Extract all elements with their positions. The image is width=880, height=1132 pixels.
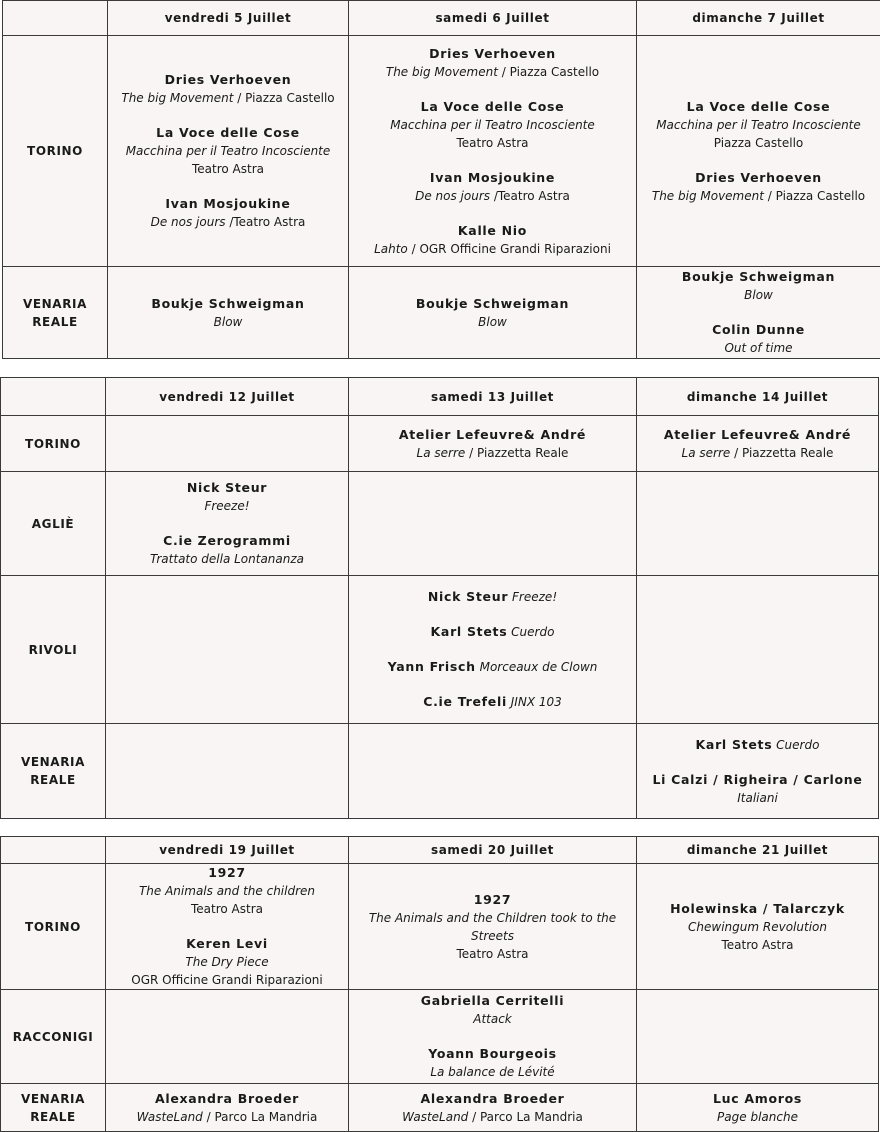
artist-name: Atelier Lefeuvre& André [399,427,586,442]
artist-name: Nick Steur [187,480,267,495]
event-cell [349,416,637,472]
work-title: The big Movement [121,91,233,105]
separator: / [226,215,234,229]
work-title: Italiani [737,791,778,805]
event-entry [349,169,636,205]
separator: / [203,1110,215,1124]
event-entry [349,693,636,711]
event-entry [637,268,880,304]
artist-name: 1927 [208,865,246,880]
event-cell [637,1084,879,1132]
artist-name: La Voce delle Cose [156,125,300,140]
location-label: RIVOLI [1,576,106,724]
event-cell [637,576,879,724]
event-entry [108,295,348,331]
work-title: WasteLand [402,1110,468,1124]
event-entry [349,992,636,1028]
event-line [106,532,348,550]
event-line [349,63,636,81]
work-title: Macchina per il Teatro Incosciente [656,118,861,132]
artist-name: Karl Stets [696,737,773,752]
event-line [637,286,880,304]
event-entry [637,426,878,462]
event-line [106,1090,348,1108]
event-line [637,771,878,789]
venue-name: OGR Officine Grandi Riparazioni [106,971,348,989]
work-title: La serre [417,446,466,460]
artist-name: Atelier Lefeuvre& André [664,427,851,442]
artist-name: Dries Verhoeven [165,72,292,87]
venue-name: Piazza Castello [245,91,335,105]
event-cell [637,990,879,1084]
event-line [108,124,348,142]
corner-cell [1,837,106,864]
event-line [637,1108,878,1126]
event-line [106,953,348,971]
event-line [349,222,636,240]
location-label: TORINO [1,864,106,990]
event-line [349,426,636,444]
work-title: The big Movement [386,65,498,79]
day-header: samedi 13 Juillet [349,378,637,416]
venue-name: Teatro Astra [233,215,305,229]
event-entry [106,479,348,515]
venue-name: Piazza Castello [776,189,866,203]
event-entry [106,532,348,568]
event-cell [106,472,349,576]
venue-name: Teatro Astra [349,134,636,152]
work-title: Out of time [724,341,792,355]
location-label: TORINO [1,416,106,472]
event-line [349,45,636,63]
event-line [637,426,878,444]
event-line [349,187,636,205]
table-row [1,416,879,472]
event-entry [349,623,636,641]
event-line [108,71,348,89]
event-entry [637,1090,878,1126]
day-header: dimanche 21 Juillet [637,837,879,864]
location-label: RACCONIGI [1,990,106,1084]
event-line [637,268,880,286]
event-cell [349,576,637,724]
venue-name: Teatro Astra [349,945,636,963]
artist-name: La Voce delle Cose [687,99,831,114]
event-line [349,313,636,331]
separator: / [465,446,477,460]
event-line [106,935,348,953]
event-cell [106,990,349,1084]
schedule-week-3 [0,836,879,1132]
event-line [637,187,880,205]
location-label [1,1084,106,1132]
event-cell [106,1084,349,1132]
table-row [3,267,880,359]
work-title: JINX 103 [511,695,562,709]
event-cell [637,416,879,472]
venue-name: Teatro Astra [637,936,878,954]
event-entry [349,588,636,606]
venue-name: Piazzetta Reale [477,446,568,460]
event-line [637,918,878,936]
separator: / [408,242,420,256]
event-line [349,116,636,134]
event-entry [349,295,636,331]
artist-name: C.ie Trefeli [423,694,507,709]
day-header: dimanche 14 Juillet [637,378,879,416]
venue-name: OGR Officine Grandi Riparazioni [419,242,610,256]
artist-name: Yoann Bourgeois [428,1046,557,1061]
event-line [349,1045,636,1063]
event-line [349,658,636,676]
event-cell [637,36,880,267]
event-line [108,213,348,231]
event-line [106,1108,348,1126]
location-label: TORINO [3,36,108,267]
event-line [349,169,636,187]
event-line [106,497,348,515]
work-title: Blow [478,315,507,329]
artist-name: Gabriella Cerritelli [421,993,565,1008]
artist-name: Alexandra Broeder [421,1091,565,1106]
event-line [349,295,636,313]
venue-name: Parco La Mandria [480,1110,583,1124]
day-header: vendredi 5 Juillet [108,1,349,36]
event-line [349,588,636,606]
separator: / [764,189,776,203]
location-label [3,267,108,359]
event-entry [108,71,348,107]
event-line [106,882,348,900]
event-entry [108,195,348,231]
separator: / [498,65,510,79]
event-line [108,295,348,313]
event-entry [637,771,878,807]
event-entry [349,98,636,152]
work-title: Blow [214,315,243,329]
event-line [349,1063,636,1081]
event-line [349,623,636,641]
event-line [637,98,880,116]
event-entry [637,321,880,357]
event-entry [349,45,636,81]
event-entry [349,426,636,462]
location-text: VENARIA REALE [18,1090,88,1126]
work-title: La serre [682,446,731,460]
day-header: dimanche 7 Juillet [637,1,880,36]
work-title: Attack [473,1012,512,1026]
event-cell [637,724,879,819]
event-entry [108,124,348,178]
event-cell [349,864,637,990]
event-entry [637,736,878,754]
work-title: The Animals and the Children took to the Streets [369,911,616,943]
event-entry [349,658,636,676]
table-row [3,36,880,267]
work-title: The Dry Piece [185,955,268,969]
event-line [349,240,636,258]
separator: / [468,1110,480,1124]
artist-name: Boukje Schweigman [151,296,304,311]
table-row [1,576,879,724]
work-title: La balance de Lévité [430,1065,554,1079]
work-title: Trattato della Lontananza [150,552,304,566]
artist-name: Colin Dunne [712,322,805,337]
event-line [637,321,880,339]
artist-name: Kalle Nio [458,223,527,238]
event-line [637,169,880,187]
artist-name: Keren Levi [186,936,268,951]
event-entry [349,222,636,258]
event-cell [349,724,637,819]
day-header: samedi 6 Juillet [349,1,637,36]
table-row [1,472,879,576]
artist-name: Alexandra Broeder [155,1091,299,1106]
table-row [1,990,879,1084]
event-entry [349,891,636,963]
event-cell [637,267,880,359]
artist-name: Li Calzi / Righeira / Carlone [652,772,862,787]
artist-name: Nick Steur [428,589,508,604]
separator: / [730,446,742,460]
artist-name: Ivan Mosjoukine [430,170,555,185]
artist-name: C.ie Zerogrammi [163,533,291,548]
day-header: samedi 20 Juillet [349,837,637,864]
event-line [349,1108,636,1126]
work-title: Cuerdo [776,738,819,752]
event-line [637,339,880,357]
venue-name: Teatro Astra [106,900,348,918]
corner-cell [3,1,108,36]
work-title: Chewingum Revolution [688,920,827,934]
event-cell [106,576,349,724]
event-line [106,550,348,568]
table-row [1,1084,879,1132]
schedule-week-2 [0,377,879,819]
event-line [637,789,878,807]
table-row [1,724,879,819]
location-label: AGLIÈ [1,472,106,576]
event-line [108,142,348,160]
event-cell [349,472,637,576]
event-cell [349,990,637,1084]
event-line [108,195,348,213]
work-title: The Animals and the children [139,884,315,898]
work-title: Freeze! [512,590,557,604]
event-line [349,444,636,462]
table-row [1,864,879,990]
event-entry [637,98,880,152]
event-line [349,1010,636,1028]
event-line [637,736,878,754]
artist-name: Luc Amoros [713,1091,802,1106]
venue-name: Piazzetta Reale [742,446,833,460]
venue-name: Teatro Astra [498,189,570,203]
work-title: Macchina per il Teatro Incosciente [390,118,595,132]
artist-name: Karl Stets [431,624,508,639]
event-line [108,89,348,107]
event-line [349,1090,636,1108]
separator: / [233,91,245,105]
event-line [637,116,880,134]
work-title: Lahto [374,242,408,256]
artist-name: 1927 [474,892,512,907]
event-line [106,479,348,497]
event-entry [106,1090,348,1126]
separator: / [490,189,498,203]
location-text: VENARIA REALE [20,295,90,331]
event-cell [349,1084,637,1132]
event-line [349,891,636,909]
event-entry [349,1090,636,1126]
event-cell [637,864,879,990]
event-entry [349,1045,636,1081]
event-line [349,693,636,711]
event-cell [349,36,637,267]
venue-name: Teatro Astra [108,160,348,178]
artist-name: Boukje Schweigman [416,296,569,311]
artist-name: Holewinska / Talarczyk [670,901,845,916]
event-cell [108,267,349,359]
artist-name: Boukje Schweigman [682,269,835,284]
artist-name: La Voce delle Cose [421,99,565,114]
event-line [637,900,878,918]
event-cell [349,267,637,359]
event-line [349,992,636,1010]
event-entry [637,169,880,205]
schedule-week-1 [2,0,880,359]
work-title: Freeze! [204,499,249,513]
event-cell [106,416,349,472]
event-entry [637,900,878,954]
work-title: Page blanche [717,1110,798,1124]
location-text: VENARIA REALE [18,753,88,789]
event-line [637,1090,878,1108]
event-line [349,98,636,116]
venue-name: Piazza Castello [637,134,880,152]
work-title: Morceaux de Clown [480,660,598,674]
day-header: vendredi 12 Juillet [106,378,349,416]
event-entry [106,864,348,918]
venue-name: Parco La Mandria [214,1110,317,1124]
event-line [637,444,878,462]
event-line [108,313,348,331]
event-entry [106,935,348,989]
work-title: WasteLand [137,1110,203,1124]
artist-name: Dries Verhoeven [429,46,556,61]
event-cell [106,724,349,819]
day-header: vendredi 19 Juillet [106,837,349,864]
location-label [1,724,106,819]
work-title: Cuerdo [511,625,554,639]
artist-name: Ivan Mosjoukine [165,196,290,211]
work-title: De nos jours [415,189,490,203]
artist-name: Dries Verhoeven [695,170,822,185]
venue-name: Piazza Castello [510,65,600,79]
work-title: The big Movement [652,189,764,203]
event-line [106,864,348,882]
work-title: De nos jours [151,215,226,229]
work-title: Blow [744,288,773,302]
corner-cell [1,378,106,416]
event-cell [637,472,879,576]
event-cell [106,864,349,990]
event-cell [108,36,349,267]
event-line [349,909,636,945]
work-title: Macchina per il Teatro Incosciente [126,144,331,158]
artist-name: Yann Frisch [388,659,476,674]
